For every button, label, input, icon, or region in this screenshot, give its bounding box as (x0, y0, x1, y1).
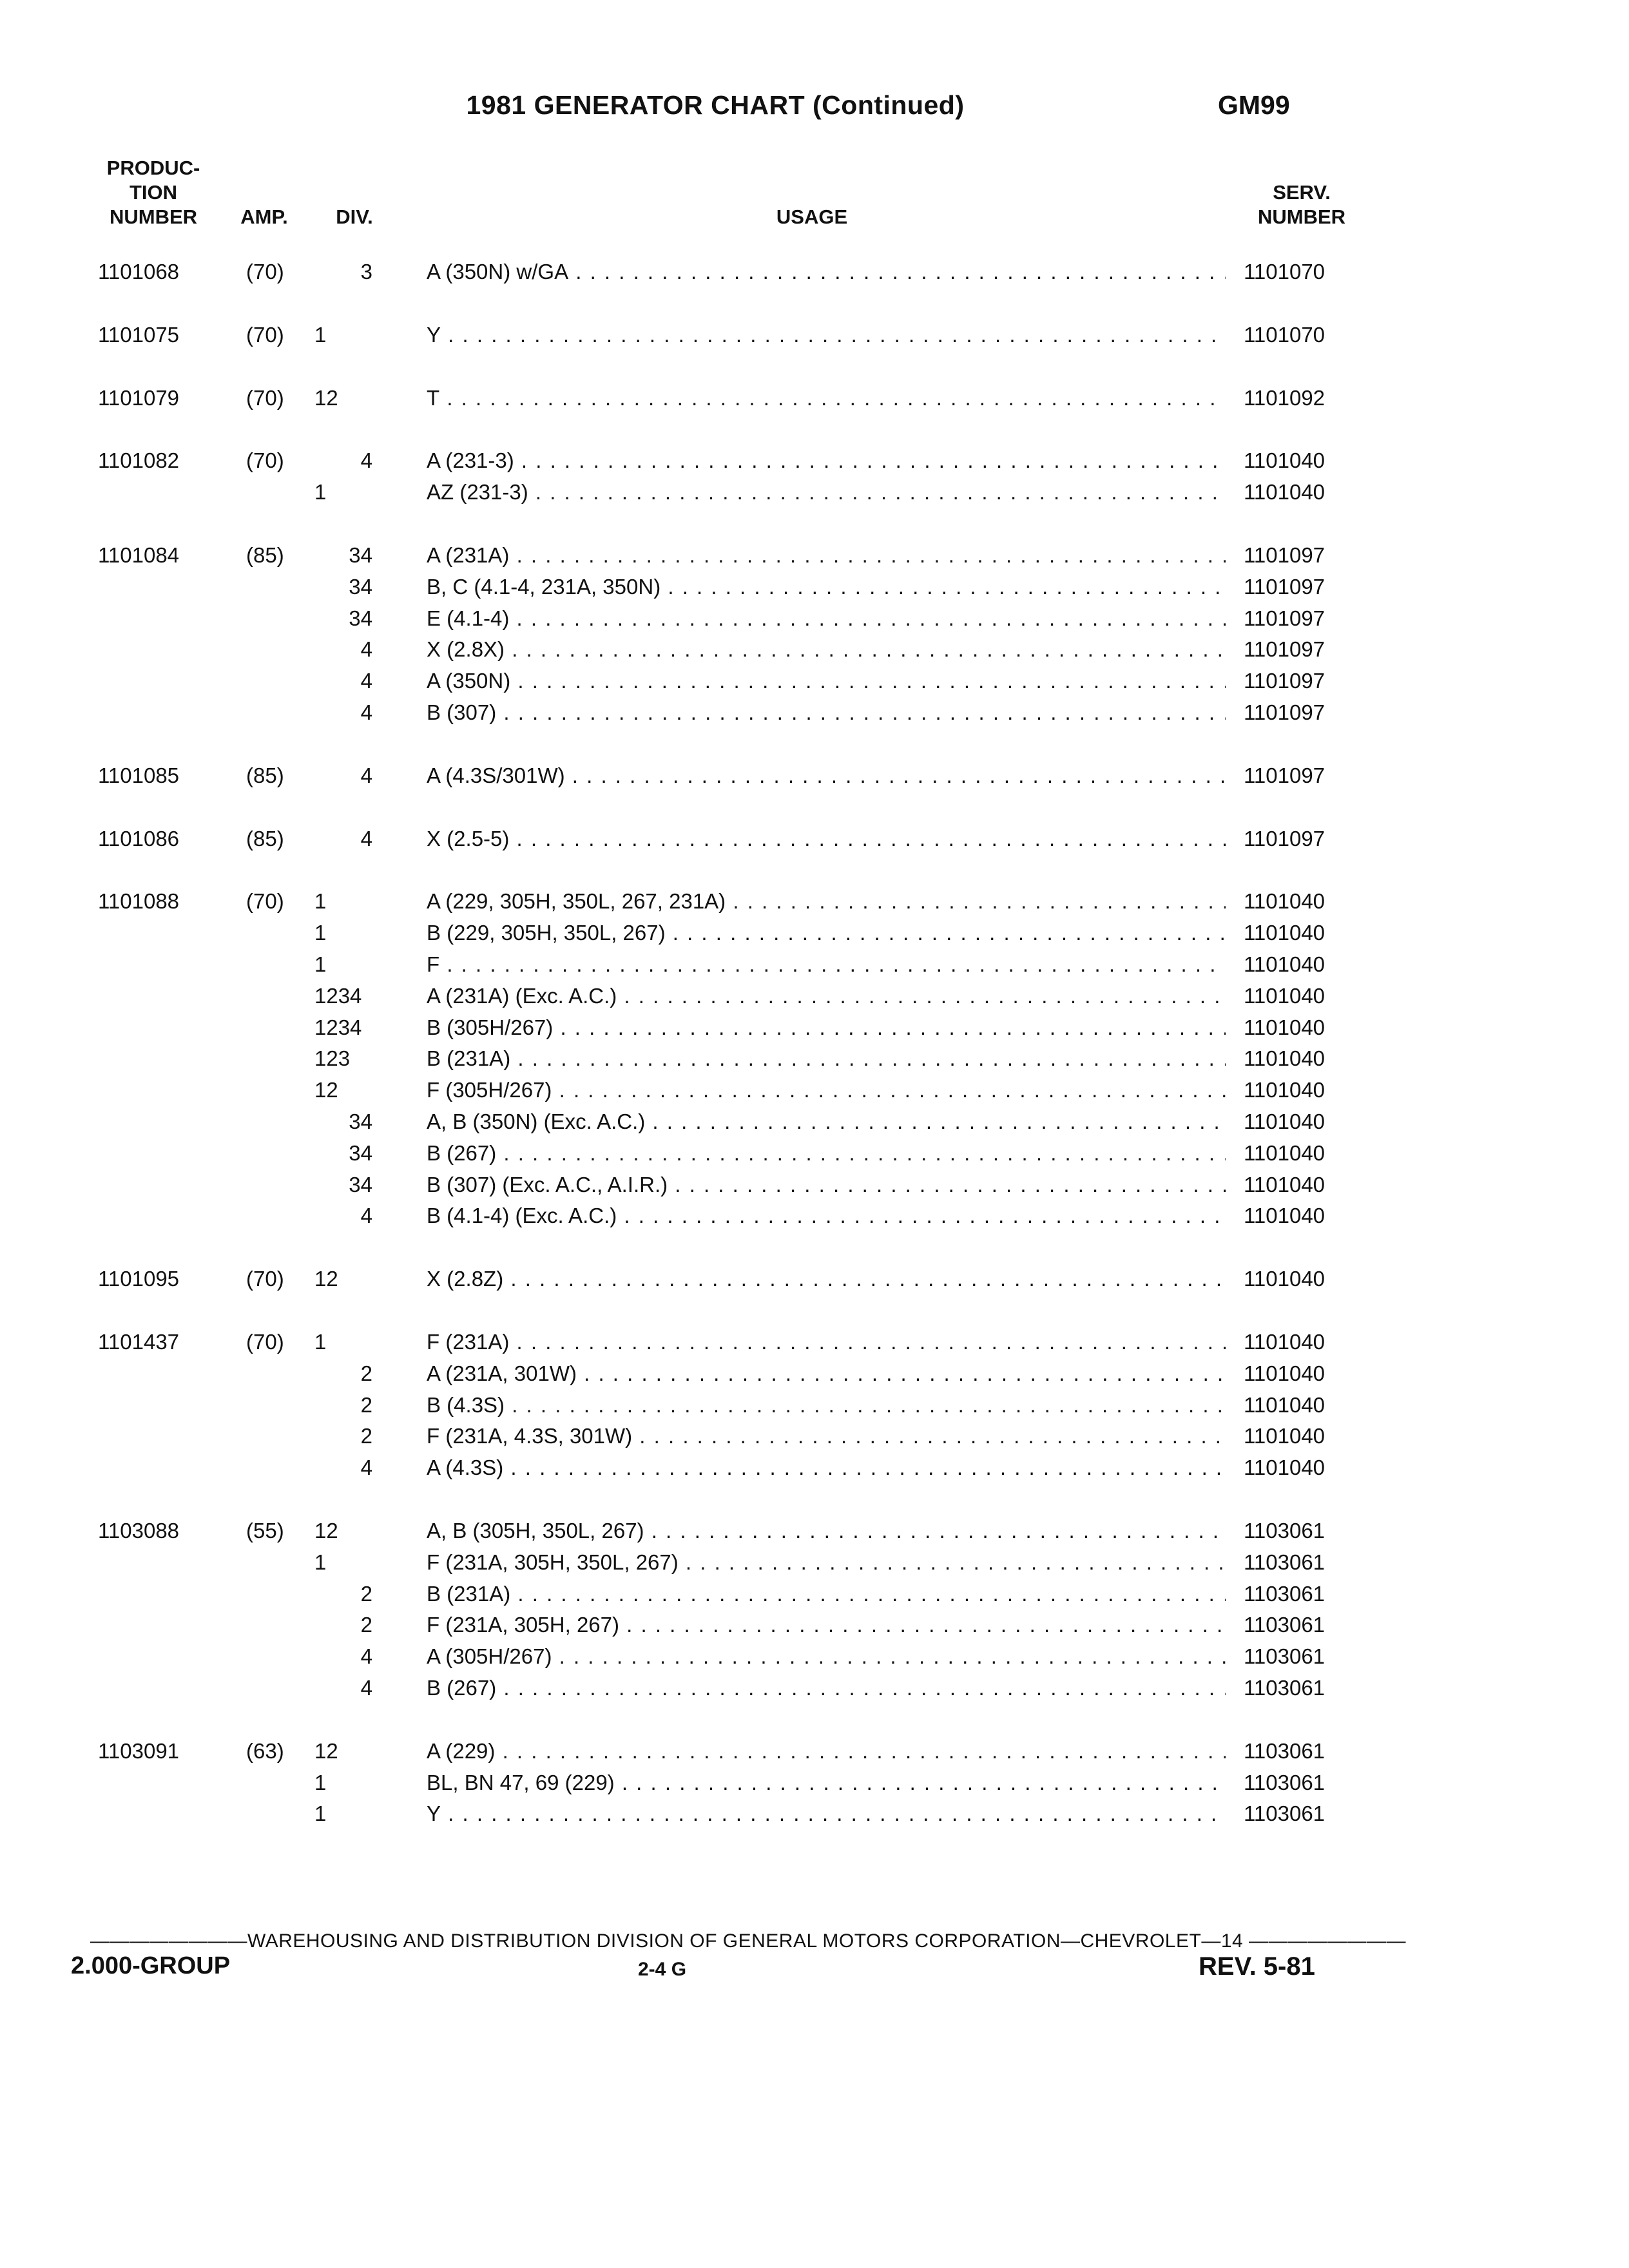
table-row (0, 981, 1629, 1012)
usage-text: E (4.1-4) . . . (427, 603, 1226, 634)
page-title: 1981 GENERATOR CHART (Continued) (466, 90, 965, 120)
div-value: 12 (314, 1267, 338, 1291)
table-row (0, 1641, 1629, 1672)
production-number: 1103091 (98, 1739, 180, 1763)
div-value: 1 (314, 480, 327, 504)
amp-value: (70) (246, 323, 284, 347)
column-header-amp: AMP. (240, 206, 288, 228)
table-row (0, 1421, 1629, 1452)
table-row (0, 634, 1629, 665)
usage-text: F (231A) . . . (427, 1327, 1226, 1358)
serv-number: 1101097 (1244, 575, 1325, 599)
usage-text: A (305H/267) . . . (427, 1641, 1226, 1672)
div-value: 4 (360, 637, 372, 661)
div-value: 123 (314, 1046, 351, 1070)
usage-text: Y . . . (427, 1798, 1226, 1829)
serv-number: 1103061 (1244, 1519, 1325, 1542)
div-value: 2 (360, 1424, 372, 1448)
table-row (0, 1515, 1629, 1546)
div-value: 4 (360, 448, 372, 472)
table-row (0, 1200, 1629, 1231)
serv-number: 1101040 (1244, 1015, 1325, 1039)
table-row (0, 256, 1629, 287)
table-row (0, 1358, 1629, 1389)
column-header-serv-number: SERV. NUMBER (1257, 181, 1346, 228)
usage-text: T . . . (427, 383, 1226, 414)
table-row (0, 1169, 1629, 1200)
table-row (0, 540, 1629, 571)
table-row (0, 383, 1629, 414)
serv-number: 1103061 (1244, 1550, 1325, 1574)
usage-text: F (231A, 305H, 267) . . . (427, 1610, 1226, 1640)
amp-value: (85) (246, 543, 284, 567)
table-row (0, 1327, 1629, 1358)
serv-number: 1101070 (1244, 323, 1325, 347)
div-value: 1 (314, 1802, 327, 1825)
div-value: 4 (360, 669, 372, 693)
serv-number: 1101040 (1244, 1330, 1325, 1354)
serv-number: 1101097 (1244, 827, 1325, 850)
div-value: 1 (314, 1771, 327, 1794)
usage-text: B (307) (Exc. A.C., A.I.R.) . . . (427, 1169, 1226, 1200)
table-row (0, 886, 1629, 917)
amp-value: (70) (246, 1267, 284, 1291)
table-row (0, 320, 1629, 351)
div-value: 34 (349, 606, 372, 630)
table-row (0, 1390, 1629, 1421)
usage-text: A (229) . . . (427, 1736, 1226, 1767)
serv-number: 1101092 (1244, 386, 1325, 410)
table-row (0, 445, 1629, 476)
div-value: 4 (360, 827, 372, 850)
usage-text: B (231A) . . . (427, 1579, 1226, 1610)
footer-page-number: 2-4 G (638, 1959, 687, 1980)
table-row (0, 1547, 1629, 1578)
amp-value: (63) (246, 1739, 284, 1763)
page-code: GM99 (1218, 90, 1290, 120)
table-row (0, 1138, 1629, 1169)
table-row (0, 477, 1629, 508)
column-header-div: DIV. (336, 206, 373, 228)
column-header-usage: USAGE (776, 206, 848, 228)
serv-number: 1103061 (1244, 1613, 1325, 1637)
table-row (0, 1106, 1629, 1137)
serv-number: 1101040 (1244, 952, 1325, 976)
serv-number: 1101097 (1244, 606, 1325, 630)
div-value: 2 (360, 1582, 372, 1606)
div-value: 12 (314, 386, 338, 410)
table-row (0, 823, 1629, 854)
table-row (0, 1075, 1629, 1106)
usage-text: F (305H/267) . . . (427, 1075, 1226, 1106)
usage-text: B (231A) . . . (427, 1043, 1226, 1074)
div-value: 12 (314, 1078, 338, 1102)
div-value: 1234 (314, 1015, 362, 1039)
usage-text: A (231-3) . . . (427, 445, 1226, 476)
serv-number: 1101097 (1244, 543, 1325, 567)
serv-number: 1101040 (1244, 984, 1325, 1008)
serv-number: 1101040 (1244, 1078, 1325, 1102)
table-row (0, 918, 1629, 948)
production-number: 1101088 (98, 889, 180, 913)
production-number: 1101095 (98, 1267, 180, 1291)
serv-number: 1103061 (1244, 1582, 1325, 1606)
serv-number: 1101040 (1244, 1173, 1325, 1196)
amp-value: (55) (246, 1519, 284, 1542)
footer-division-line: ————————WAREHOUSING AND DISTRIBUTION DIVISION OF GENERAL MOTORS CORPORATION—CHEVROLET—14 ———————— (90, 1930, 1407, 1952)
div-value: 1 (314, 921, 327, 945)
usage-text: A (4.3S/301W) . . . (427, 760, 1226, 791)
div-value: 34 (349, 575, 372, 599)
footer-revision: REV. 5-81 (1199, 1952, 1315, 1981)
table-row (0, 572, 1629, 602)
usage-text: A, B (350N) (Exc. A.C.) . . . (427, 1106, 1226, 1137)
div-value: 12 (314, 1519, 338, 1542)
production-number: 1101085 (98, 764, 180, 787)
table-row (0, 1798, 1629, 1829)
production-number: 1103088 (98, 1519, 180, 1542)
usage-text: B (4.1-4) (Exc. A.C.) . . . (427, 1200, 1226, 1231)
serv-number: 1101040 (1244, 889, 1325, 913)
amp-value: (85) (246, 764, 284, 787)
production-number: 1101086 (98, 827, 180, 850)
table-row (0, 697, 1629, 728)
production-number: 1101075 (98, 323, 180, 347)
usage-text: A (231A) . . . (427, 540, 1226, 571)
serv-number: 1101040 (1244, 921, 1325, 945)
table-row (0, 949, 1629, 980)
serv-number: 1101040 (1244, 1424, 1325, 1448)
usage-text: B (305H/267) . . . (427, 1012, 1226, 1043)
production-number: 1101437 (98, 1330, 180, 1354)
table-row (0, 1673, 1629, 1704)
div-value: 4 (360, 1204, 372, 1227)
serv-number: 1103061 (1244, 1676, 1325, 1700)
usage-text: F (231A, 305H, 350L, 267) . . . (427, 1547, 1226, 1578)
amp-value: (70) (246, 889, 284, 913)
usage-text: A (350N) w/GA . . . (427, 256, 1226, 287)
usage-text: B (267) . . . (427, 1673, 1226, 1704)
serv-number: 1101040 (1244, 1046, 1325, 1070)
serv-number: 1103061 (1244, 1644, 1325, 1668)
usage-text: X (2.8Z) . . . (427, 1264, 1226, 1294)
serv-number: 1101040 (1244, 1110, 1325, 1133)
div-value: 12 (314, 1739, 338, 1763)
production-number: 1101082 (98, 448, 180, 472)
serv-number: 1103061 (1244, 1802, 1325, 1825)
serv-number: 1101040 (1244, 1361, 1325, 1385)
div-value: 1 (314, 1330, 327, 1354)
usage-text: B, C (4.1-4, 231A, 350N) . . . (427, 572, 1226, 602)
div-value: 34 (349, 1141, 372, 1165)
table-row (0, 760, 1629, 791)
table-row (0, 1579, 1629, 1610)
amp-value: (70) (246, 260, 284, 284)
table-row (0, 1610, 1629, 1640)
serv-number: 1101040 (1244, 1267, 1325, 1291)
div-value: 4 (360, 700, 372, 724)
div-value: 2 (360, 1361, 372, 1385)
usage-text: X (2.5-5) . . . (427, 823, 1226, 854)
serv-number: 1101040 (1244, 1393, 1325, 1417)
div-value: 1234 (314, 984, 362, 1008)
usage-text: A (231A) (Exc. A.C.) . . . (427, 981, 1226, 1012)
serv-number: 1101097 (1244, 700, 1325, 724)
usage-text: B (307) . . . (427, 697, 1226, 728)
serv-number: 1101070 (1244, 260, 1325, 284)
serv-number: 1101097 (1244, 669, 1325, 693)
table-row (0, 666, 1629, 697)
serv-number: 1101040 (1244, 1141, 1325, 1165)
usage-text: X (2.8X) . . . (427, 634, 1226, 665)
div-value: 4 (360, 1676, 372, 1700)
usage-text: F (231A, 4.3S, 301W) . . . (427, 1421, 1226, 1452)
usage-text: A (4.3S) . . . (427, 1452, 1226, 1483)
serv-number: 1101040 (1244, 480, 1325, 504)
table-row (0, 603, 1629, 634)
amp-value: (85) (246, 827, 284, 850)
usage-text: B (267) . . . (427, 1138, 1226, 1169)
div-value: 4 (360, 1644, 372, 1668)
div-value: 1 (314, 952, 327, 976)
div-value: 3 (360, 260, 372, 284)
table-row (0, 1767, 1629, 1798)
amp-value: (70) (246, 386, 284, 410)
div-value: 2 (360, 1393, 372, 1417)
column-header-production-number: PRODUC- TION NUMBER (106, 157, 200, 228)
serv-number: 1103061 (1244, 1771, 1325, 1794)
serv-number: 1101040 (1244, 1204, 1325, 1227)
serv-number: 1101097 (1244, 637, 1325, 661)
amp-value: (70) (246, 448, 284, 472)
usage-text: A (229, 305H, 350L, 267, 231A) . . . (427, 886, 1226, 917)
usage-text: B (4.3S) . . . (427, 1390, 1226, 1421)
usage-text: A, B (305H, 350L, 267) . . . (427, 1515, 1226, 1546)
serv-number: 1101097 (1244, 764, 1325, 787)
div-value: 4 (360, 1456, 372, 1479)
usage-text: A (231A, 301W) . . . (427, 1358, 1226, 1389)
div-value: 34 (349, 1110, 372, 1133)
usage-text: B (229, 305H, 350L, 267) . . . (427, 918, 1226, 948)
table-row (0, 1043, 1629, 1074)
table-row (0, 1264, 1629, 1294)
table-row (0, 1736, 1629, 1767)
usage-text: F . . . (427, 949, 1226, 980)
usage-text: BL, BN 47, 69 (229) . . . (427, 1767, 1226, 1798)
usage-text: Y . . . (427, 320, 1226, 351)
production-number: 1101084 (98, 543, 180, 567)
serv-number: 1103061 (1244, 1739, 1325, 1763)
div-value: 34 (349, 543, 372, 567)
div-value: 2 (360, 1613, 372, 1637)
serv-number: 1101040 (1244, 1456, 1325, 1479)
production-number: 1101068 (98, 260, 180, 284)
table-row (0, 1452, 1629, 1483)
div-value: 4 (360, 764, 372, 787)
usage-text: AZ (231-3) . . . (427, 477, 1226, 508)
footer-group: 2.000-GROUP (71, 1952, 231, 1979)
div-value: 34 (349, 1173, 372, 1196)
serv-number: 1101040 (1244, 448, 1325, 472)
div-value: 1 (314, 1550, 327, 1574)
div-value: 1 (314, 889, 327, 913)
production-number: 1101079 (98, 386, 180, 410)
table-row (0, 1012, 1629, 1043)
div-value: 1 (314, 323, 327, 347)
amp-value: (70) (246, 1330, 284, 1354)
usage-text: A (350N) . . . (427, 666, 1226, 697)
